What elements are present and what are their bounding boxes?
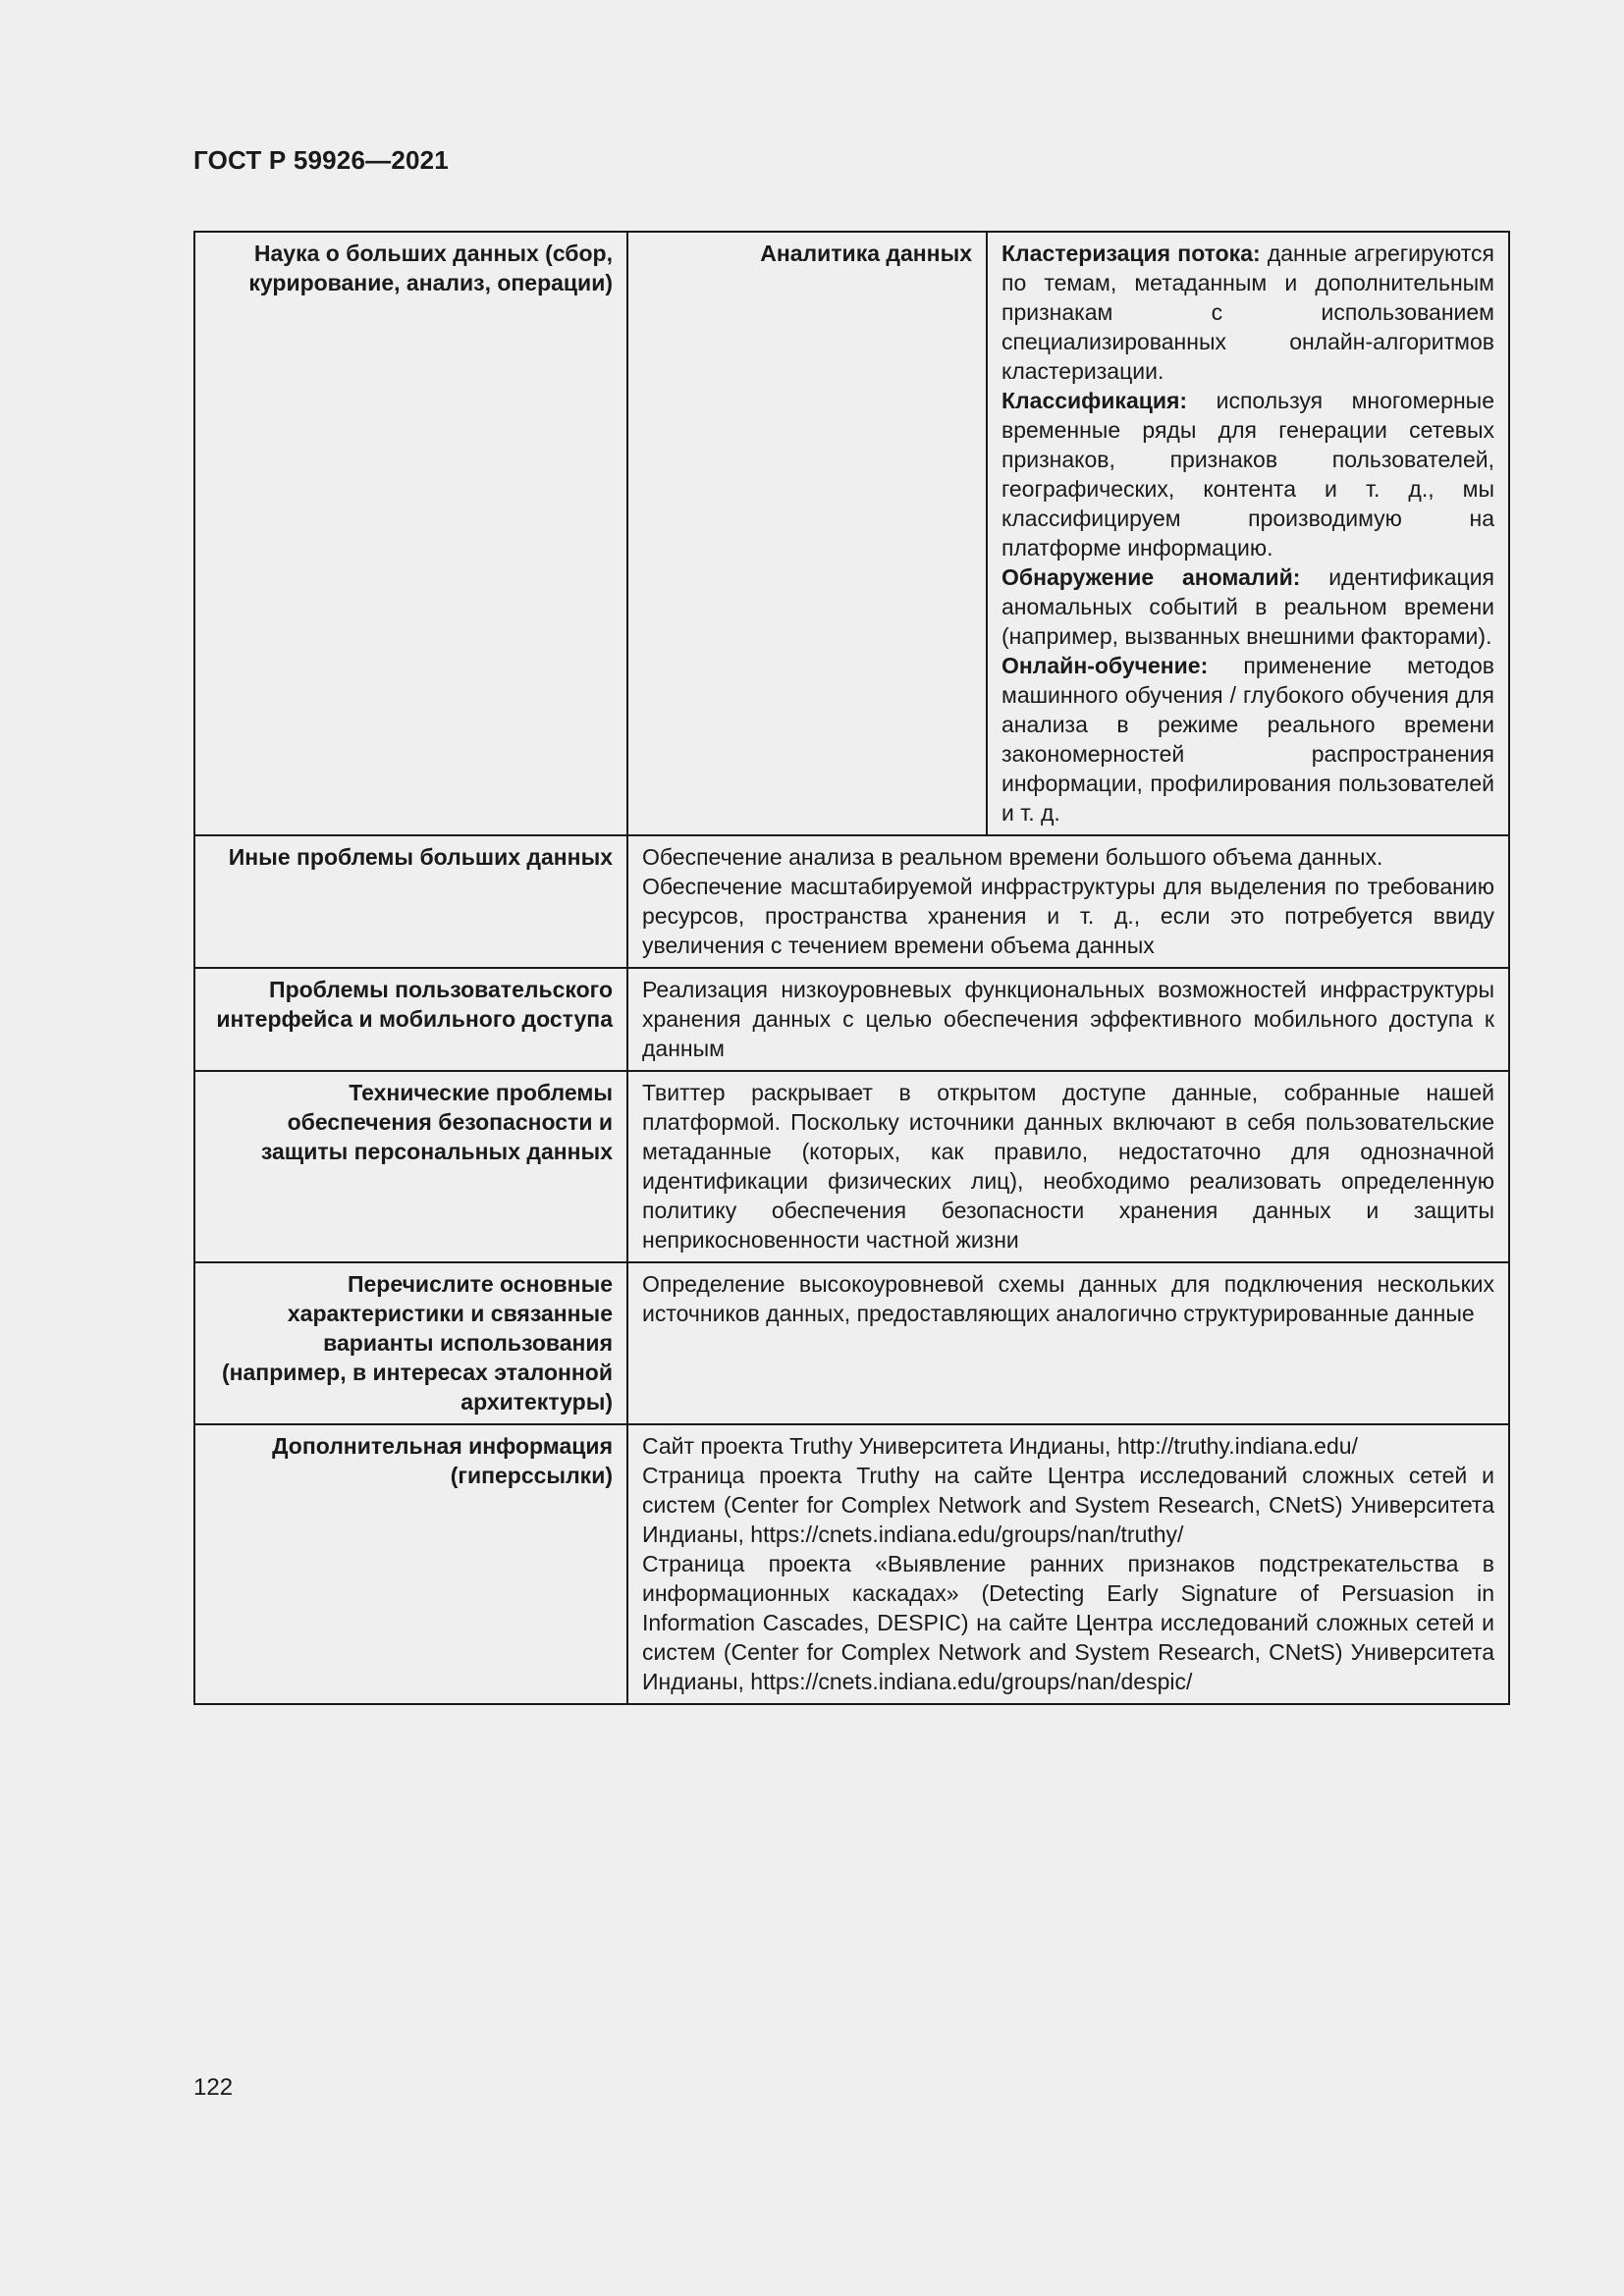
row-sublabel-data-analytics: Аналитика данных bbox=[627, 232, 987, 835]
term-label: Классификация: bbox=[1001, 388, 1188, 413]
row-label-big-data-science: Наука о больших данных (сбор, курирование, анализ, операции) bbox=[194, 232, 627, 835]
other-problems-content bbox=[627, 835, 1509, 968]
table-row bbox=[194, 968, 1509, 1071]
additional-info-content bbox=[627, 1424, 1509, 1704]
row-label-additional-info: Дополнительная информация (гиперссылки) bbox=[194, 1424, 627, 1704]
term-label: Онлайн-обучение: bbox=[1001, 653, 1209, 678]
table-row bbox=[194, 232, 1509, 835]
reference-line: Страница проекта «Выявление ранних признаков подстрекательства в информационных каскадах» (Detecting Early Signature of Persuasion in Information Cascades, DESPIC) на сайте Центра исследований сложных сетей и систем (Center for Complex Network and System Research, CNetS) Университета Индианы, https://cnets.indiana.edu/groups/nan/despic/ bbox=[642, 1551, 1494, 1694]
term-label: Обнаружение аномалий: bbox=[1001, 564, 1301, 590]
key-characteristics-content: Определение высокоуровневой схемы данных для подключения нескольких источников данных, предоставляющих аналогично структурированные данные bbox=[627, 1262, 1509, 1424]
row-label-key-characteristics: Перечислите основные характеристики и связанные варианты использования (например, в интересах эталонной архитектуры) bbox=[194, 1262, 627, 1424]
content-line: Обеспечение анализа в реальном времени большого объема данных. bbox=[642, 844, 1383, 870]
analytics-item-clustering bbox=[1001, 239, 1494, 386]
table-row bbox=[194, 1071, 1509, 1262]
use-case-table bbox=[193, 231, 1510, 1705]
row-label-security-privacy: Технические проблемы обеспечения безопасности и защиты персональных данных bbox=[194, 1071, 627, 1262]
analytics-description bbox=[987, 232, 1509, 835]
ui-mobile-content: Реализация низкоуровневых функциональных возможностей инфраструктуры хранения данных с целью обеспечения эффективного мобильного доступа к данным bbox=[627, 968, 1509, 1071]
term-text: идентификация аномальных событий в реальном времени (например, вызванных внешними факторами). bbox=[1001, 564, 1495, 649]
term-text: данные агрегируются по темам, метаданным и дополнительным признакам с использованием специализированных онлайн-алгоритмов кластеризации. bbox=[1001, 240, 1494, 384]
term-text: применение методов машинного обучения / глубокого обучения для анализа в режиме реального времени закономерностей распространения информации, профилирования пользователей и т. д. bbox=[1001, 653, 1494, 826]
analytics-item-online-learning bbox=[1001, 651, 1494, 828]
row-label-other-problems: Иные проблемы больших данных bbox=[194, 835, 627, 968]
term-label: Кластеризация потока: bbox=[1001, 240, 1261, 266]
analytics-item-anomaly-detection bbox=[1001, 562, 1494, 651]
table-row bbox=[194, 835, 1509, 968]
term-text: используя многомерные временные ряды для генерации сетевых признаков, признаков пользователей, географических, контента и т. д., мы классифицируем производимую на платформе информацию. bbox=[1001, 388, 1494, 561]
document-header: ГОСТ Р 59926—2021 bbox=[193, 145, 449, 175]
table-row bbox=[194, 1262, 1509, 1424]
page-number: 122 bbox=[193, 2074, 234, 2101]
content-line: Обеспечение масштабируемой инфраструктуры для выделения по требованию ресурсов, пространства хранения и т. д., если это потребуется ввиду увеличения с течением времени объема данных bbox=[642, 874, 1494, 958]
security-privacy-content: Твиттер раскрывает в открытом доступе данные, собранные нашей платформой. Поскольку источники данных включают в себя пользовательские метаданные (которых, как правило, недостаточно для однозначной идентификации физических лиц), необходимо реализовать определенную политику обеспечения безопасности хранения данных и защиты неприкосновенности частной жизни bbox=[627, 1071, 1509, 1262]
reference-line: Сайт проекта Truthy Университета Индианы, http://truthy.indiana.edu/ bbox=[642, 1433, 1358, 1459]
analytics-item-classification bbox=[1001, 386, 1494, 562]
reference-line: Страница проекта Truthy на сайте Центра исследований сложных сетей и систем (Center for Complex Network and System Research, CNetS) Университета Индианы, https://cnets.indiana.edu/groups/nan/truthy/ bbox=[642, 1463, 1494, 1547]
row-label-ui-mobile: Проблемы пользовательского интерфейса и мобильного доступа bbox=[194, 968, 627, 1071]
table-row bbox=[194, 1424, 1509, 1704]
